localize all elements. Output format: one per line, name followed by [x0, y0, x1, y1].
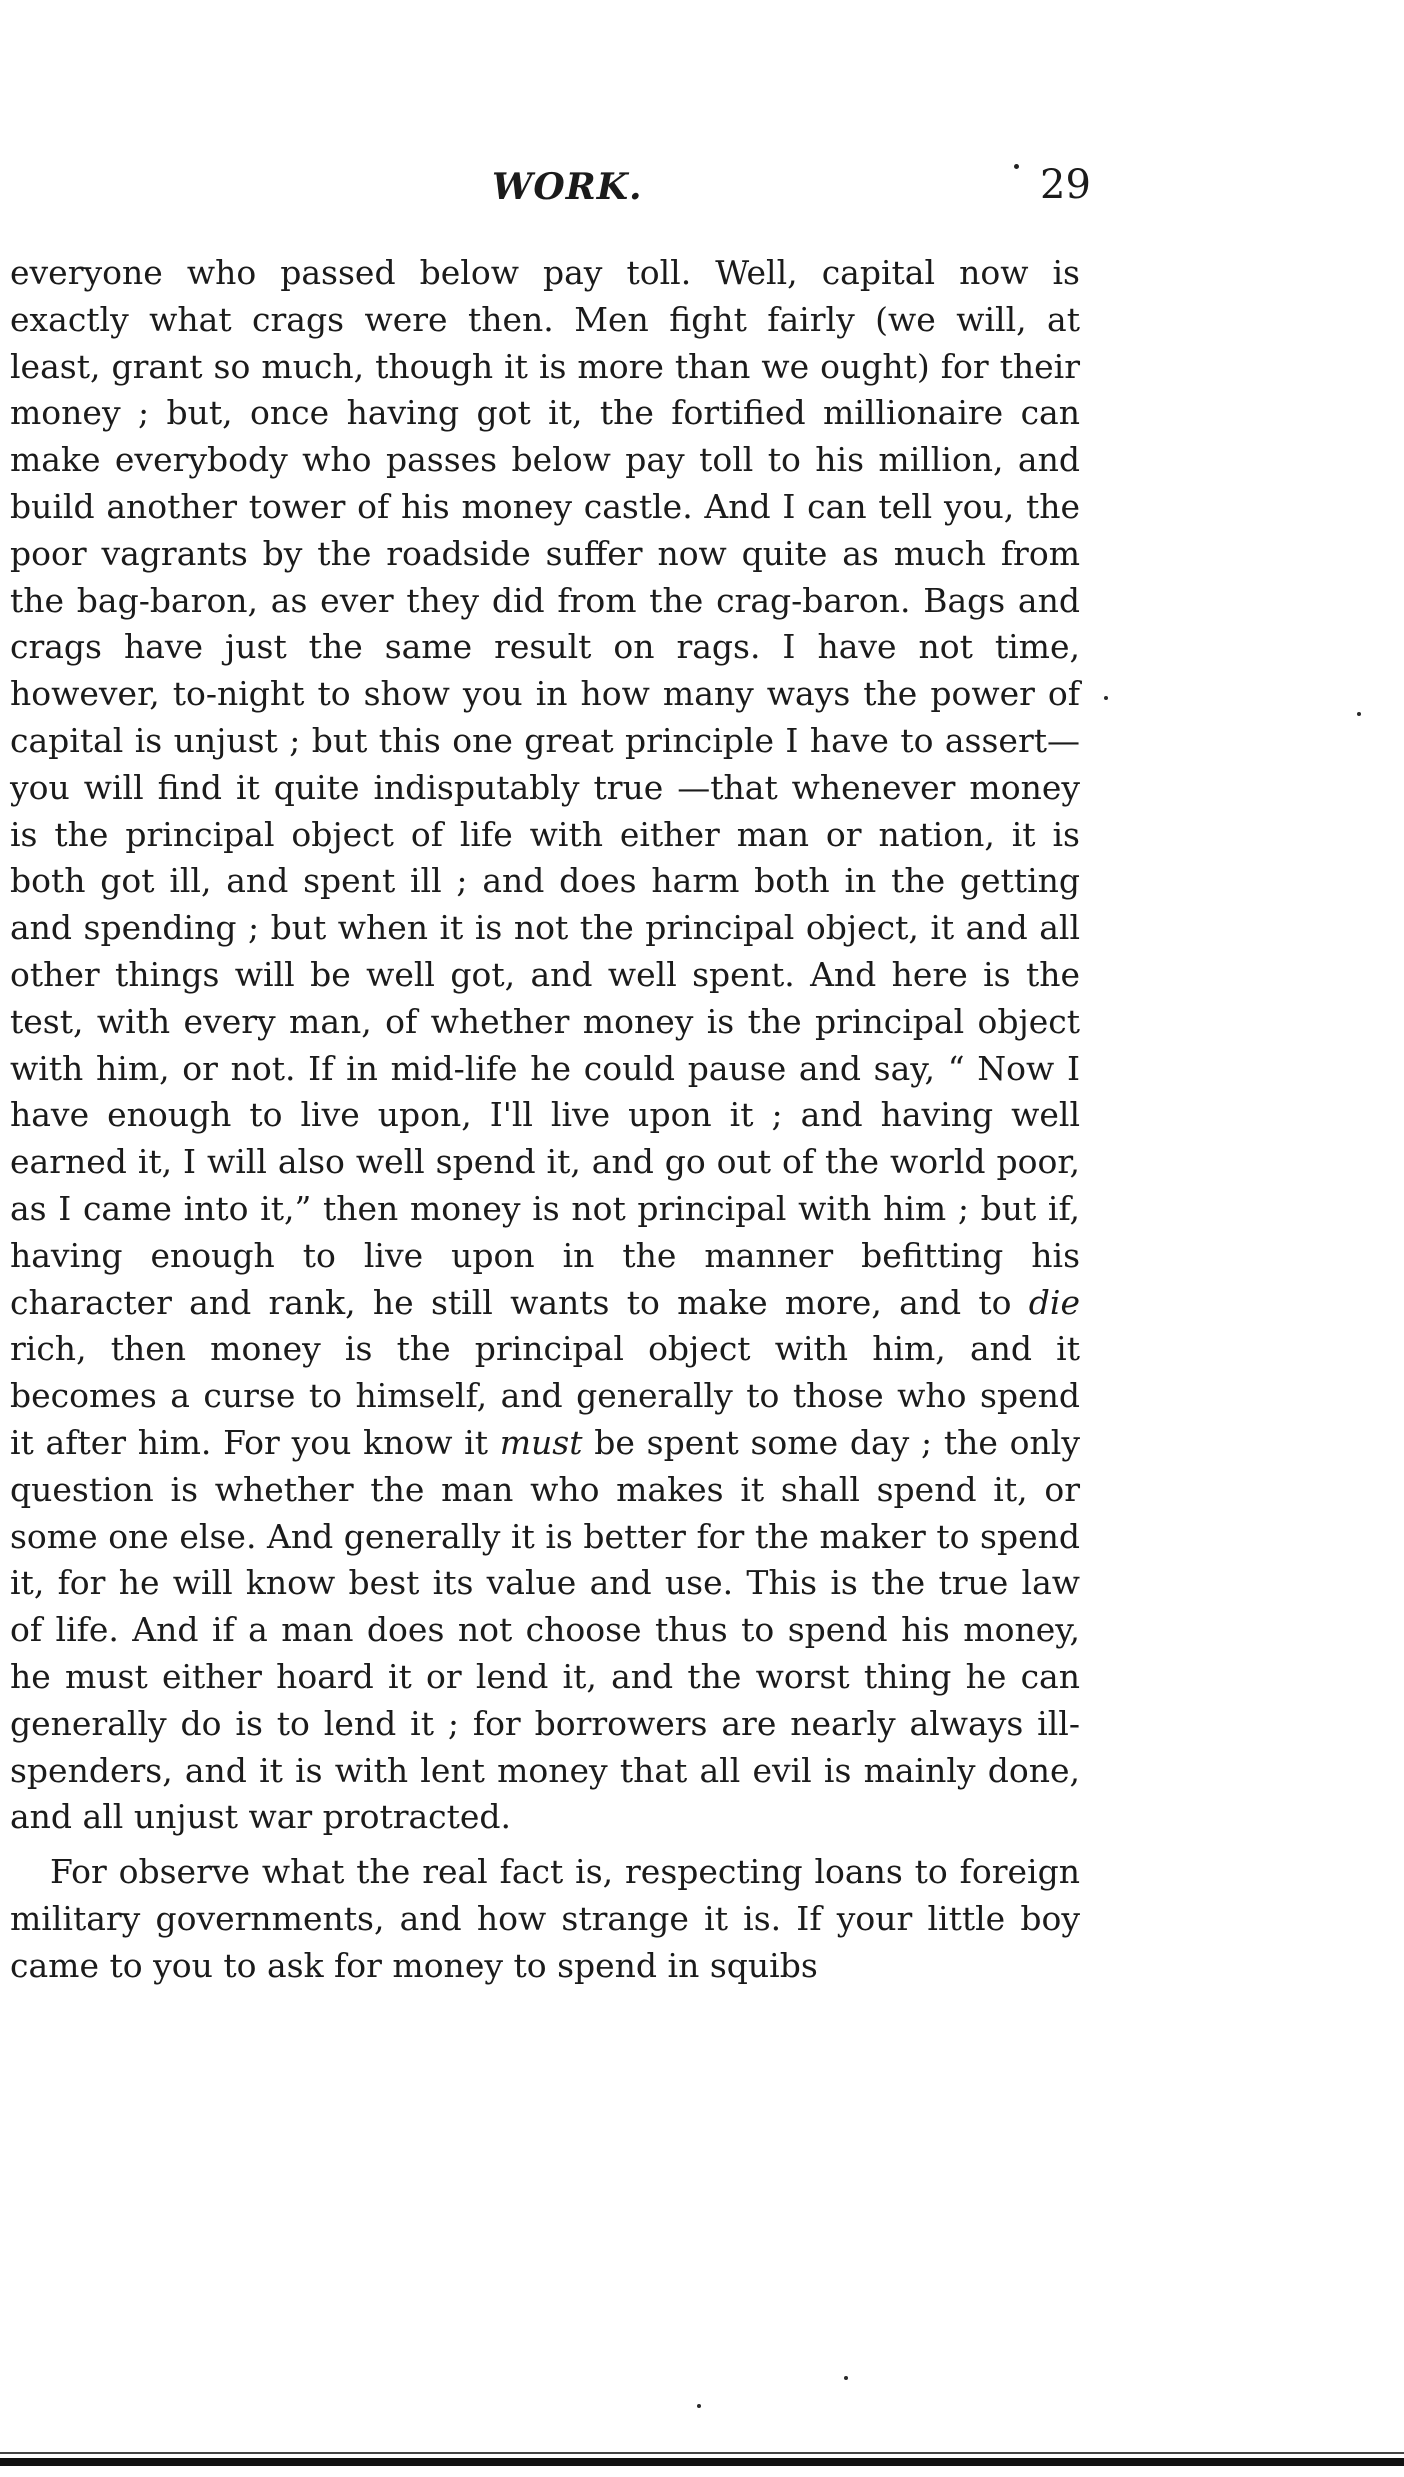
- paragraph: [10, 250, 1080, 1841]
- text-segment: everyone who passed below pay toll. Well, capital now is exactly what crags were then. Men fight fairly (we will, at least, grant so much, though it is more than we ought) for their money ; but, once having got it, the fortified millionaire can make everybody who passes below pay toll to his million, and build another tower of his money castle. And I can tell you, the poor vagrants by the roadside suffer now quite as much from the bag-baron, as ever they did from the crag-baron. Bags and crags have just the same result on rags. I have not time, however, to-night to show you in how many ways the power of capital is unjust ; but this one great principle I have to assert—you will find it quite indisputably true —that whenever money is the principal object of life with either man or nation, it is both got ill, and spent ill ; and does harm both in the getting and spending ; but when it is not the principal object, it and all other things will be well got, and well spent. And here is the test, with every man, of whether money is the principal object with him, or not. If in mid-life he could pause and say, “ Now I have enough to live upon, I'll live upon it ; and having well earned it, I will also well spend it, and go out of the world poor, as I came into it,” then money is not principal with him ; but if, having enough to live upon in the manner befitting his character and rank, he still wants to make more, and to: [10, 253, 1080, 1322]
- page-number: 29: [1040, 162, 1091, 208]
- bottom-edge-line: [0, 2452, 1404, 2454]
- text-segment: rich, then money is the principal object with him, and it becomes a curse to himself, and generally to those who spend it after him. For you know it: [10, 1329, 1080, 1462]
- emphasis-text: must: [499, 1422, 583, 1462]
- stray-mark: [844, 2376, 848, 2380]
- head-dot: [1014, 164, 1019, 169]
- text-segment: For observe what the real fact is, respecting loans to foreign military governments, and how strange it is. If your little boy came to you to ask for money to spend in squibs: [10, 1852, 1080, 1985]
- running-head: [0, 160, 1404, 220]
- text-segment: be spent some day ; the only question is whether the man who makes it shall spend it, or some one else. And generally it is better for the maker to spend it, for he will know best its value and use. This is the true law of life. And if a man does not choose thus to spend his money, he must either hoard it or lend it, and the worst thing he can generally do is to lend it ; for borrowers are nearly always ill-spenders, and it is with lent money that all evil is mainly done, and all unjust war protracted.: [10, 1422, 1081, 1837]
- emphasis-text: die: [1028, 1282, 1080, 1322]
- paragraph: [10, 1849, 1080, 1989]
- stray-mark: [697, 2404, 701, 2408]
- stray-mark: [1357, 712, 1361, 716]
- stray-mark: [1104, 696, 1108, 700]
- bottom-edge: [0, 2458, 1404, 2466]
- body-text: [10, 250, 1080, 1989]
- running-title: WORK.: [492, 166, 643, 208]
